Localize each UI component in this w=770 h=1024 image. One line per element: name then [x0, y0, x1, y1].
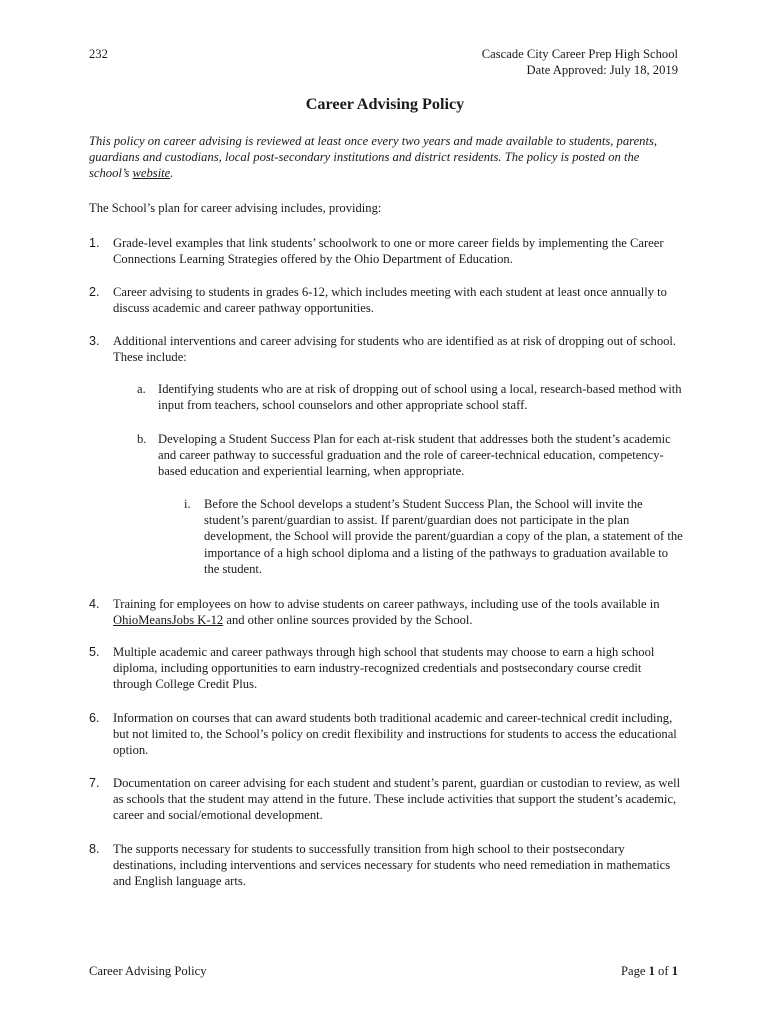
- list-item: [89, 841, 683, 890]
- sub-list-item: [137, 381, 683, 413]
- page-word: Page: [620, 964, 649, 978]
- page-number: 1: [648, 964, 655, 978]
- header-info: [482, 46, 678, 78]
- list-item-number: 5.: [89, 645, 100, 659]
- list-item-text: Documentation on career advising for each student and student’s parent, guardian or custodian to review, as well as schools that the student may attend in the future. These include activities that support the student’s academic, career and social/emotional development.: [113, 776, 681, 823]
- list-item-number: 3.: [89, 334, 100, 348]
- sub-list-item: [137, 431, 683, 480]
- list-item-text: The supports necessary for students to successfully transition from high school to their postsecondary destinations, including interventions and services necessary for students who need remediation in mathematics and English language arts.: [113, 842, 671, 889]
- sub-sub-list-label: i.: [184, 497, 191, 511]
- intro-paragraph: [89, 133, 679, 182]
- list-item-text: [113, 596, 683, 628]
- page-title: Career Advising Policy: [305, 95, 465, 113]
- list-item: [89, 333, 683, 365]
- list-item-number: 1.: [89, 236, 100, 250]
- sub-list-label: b.: [137, 432, 147, 446]
- list-item-number: 2.: [89, 285, 100, 299]
- item4-text-after: and other online sources provided by the School.: [223, 613, 473, 628]
- footer-title: Career Advising Policy: [89, 964, 207, 978]
- sub-list-text: Identifying students who are at risk of dropping out of school using a local, research-based method with input from teachers, school counselors and other appropriate school staff.: [158, 382, 682, 413]
- list-item-text: Multiple academic and career pathways through high school that students may choose to earn a high school diploma, including opportunities to earn industry-recognized credentials and postsecondary course credit through College Credit Plus.: [113, 645, 655, 692]
- list-item: [89, 644, 683, 693]
- list-item-text: Grade-level examples that link students’ schoolwork to one or more career fields by implementing the Career Connections Learning Strategies offered by the Ohio Department of Education.: [113, 236, 664, 267]
- policy-number: 232: [89, 47, 108, 61]
- plan-intro: The School’s plan for career advising includes, providing:: [89, 201, 382, 215]
- of-word: of: [654, 964, 672, 978]
- item4-text-before: Training for employees on how to advise students on career pathways, including use of the tools available in: [113, 597, 660, 611]
- website-link[interactable]: website: [132, 166, 171, 181]
- list-item: [89, 596, 683, 628]
- intro-end: .: [170, 166, 174, 181]
- school-name: Cascade City Career Prep High School: [481, 47, 678, 61]
- list-item-number: 8.: [89, 842, 100, 856]
- page-indicator: [621, 963, 678, 979]
- sub-sub-list-text: Before the School develops a student’s Student Success Plan, the School will invite the student’s parent/guardian to assist. If parent/guardian does not participate in the plan development, the School will provide the parent/guardian a copy of the plan, a statement of the importance of a high school diploma and a listing of the pathways to graduation available to the student.: [204, 497, 683, 576]
- sub-list-label: a.: [137, 382, 146, 396]
- list-item: [89, 775, 683, 824]
- intro-text: This policy on career advising is reviewed at least once every two years and made available to students, parents, guardians and custodians, local post-secondary institutions and district residents. The policy is posted on the school’s: [89, 134, 658, 181]
- list-item-number: 7.: [89, 776, 100, 790]
- ohiomeansjobs-link[interactable]: OhioMeansJobs K-12: [113, 613, 224, 628]
- list-item-number: 4.: [89, 597, 100, 611]
- date-approved: Date Approved: July 18, 2019: [526, 63, 678, 78]
- page-total: 1: [671, 964, 678, 978]
- sub-list-text: Developing a Student Success Plan for each at-risk student that addresses both the student’s academic and career pathway to successful graduation and the role of career-technical education, competency-based education and experiential learning, when appropriate.: [158, 432, 671, 479]
- list-item-text: Career advising to students in grades 6-12, which includes meeting with each student at least once annually to discuss academic and career pathway opportunities.: [113, 285, 667, 316]
- list-item: [89, 710, 683, 759]
- list-item-number: 6.: [89, 711, 100, 725]
- list-item-text: Information on courses that can award students both traditional academic and career-technical credit including, but not limited to, the School’s policy on credit flexibility and instructions for students to access the educational option.: [113, 711, 677, 758]
- list-item-text: Additional interventions and career advising for students who are identified as at risk of dropping out of school. These include:: [113, 334, 677, 365]
- list-item: [89, 235, 683, 267]
- sub-sub-list-item: [184, 496, 683, 577]
- list-item: [89, 284, 683, 316]
